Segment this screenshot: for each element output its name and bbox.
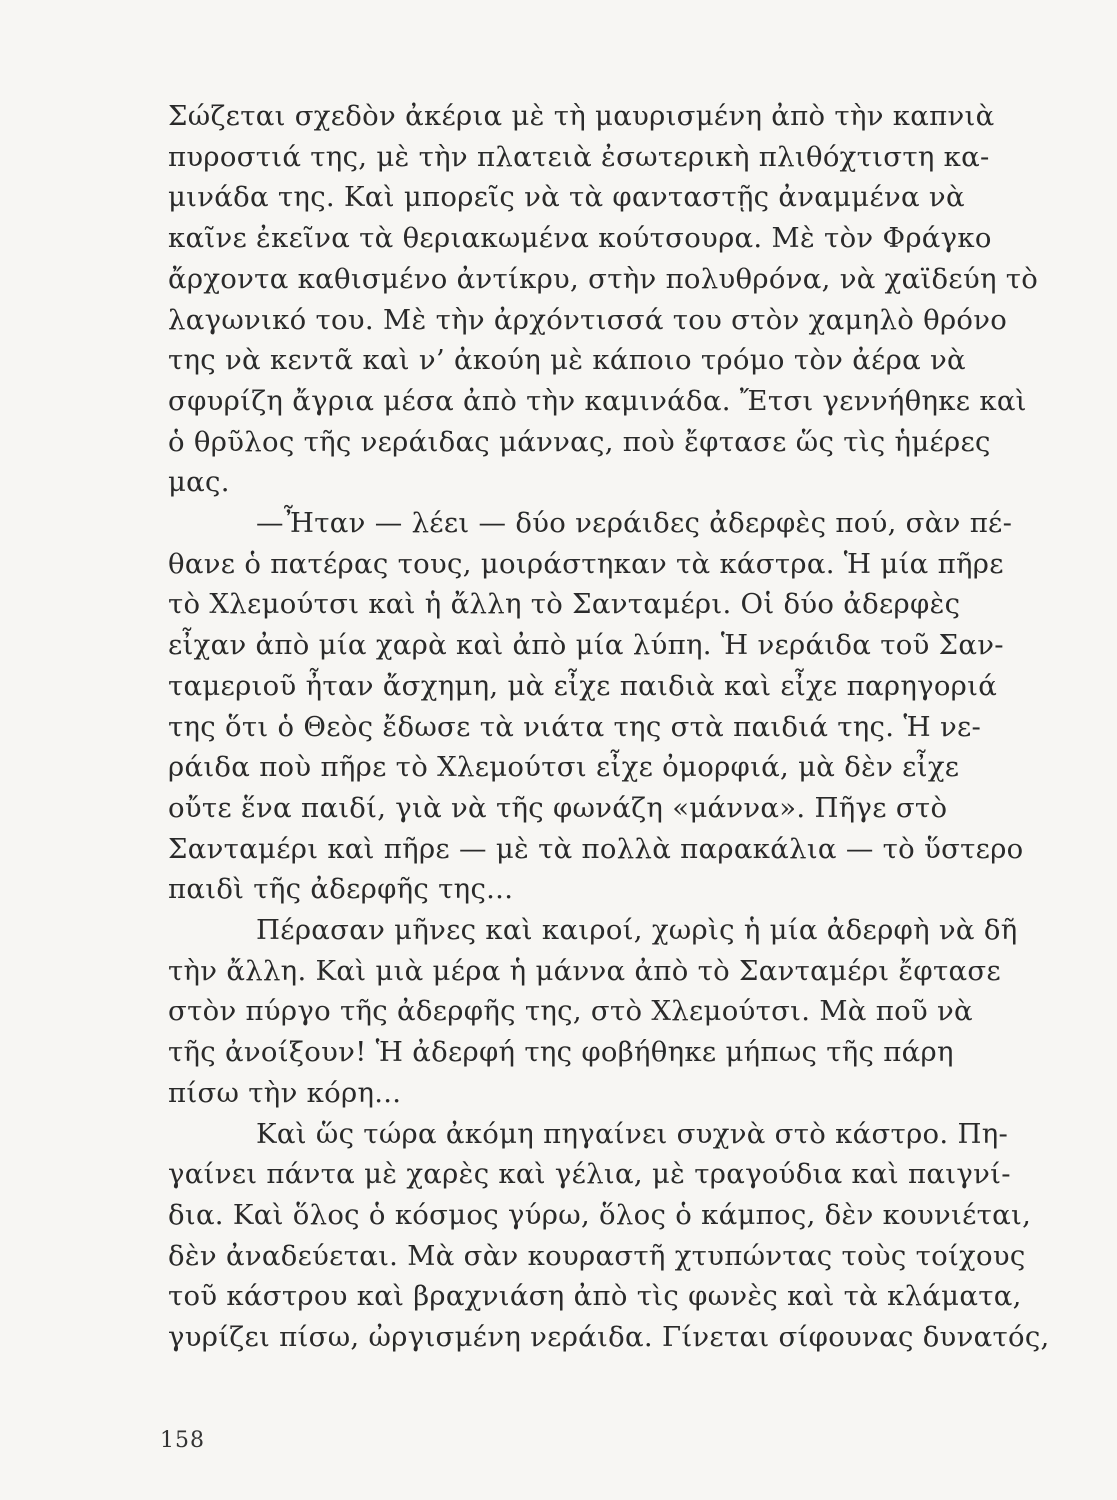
- body-text: [168, 96, 1050, 1358]
- text-line: οὔτε ἕνα παιδί, γιὰ νὰ τῆς φωνάζη «μάννα». Πῆγε στὸ: [168, 791, 948, 824]
- text-line: Σώζεται σχεδὸν ἀκέρια μὲ τὴ μαυρισμένη ἀπὸ τὴν καπνιὰ: [168, 100, 995, 132]
- text-line: μινάδα της. Καὶ μπορεῖς νὰ τὰ φανταστῇς ἀναμμένα νὰ: [168, 181, 965, 214]
- text-line: πίσω τὴν κόρη...: [168, 1076, 402, 1109]
- text-line: λαγωνικό του. Μὲ τὴν ἀρχόντισσά του στὸν χαμηλὸ θρόνο: [168, 303, 1008, 336]
- text-line: Πέρασαν μῆνες καὶ καιροί, χωρὶς ἡ μία ἀδερφὴ νὰ δῆ: [256, 914, 1018, 947]
- text-line: εἶχαν ἀπὸ μία χαρὰ καὶ ἀπὸ μία λύπη. Ἡ νεράιδα τοῦ Σαν-: [168, 629, 1004, 662]
- page-number: 158: [160, 1428, 205, 1453]
- text-line: θανε ὁ πατέρας τους, μοιράστηκαν τὰ κάστρα. Ἡ μία πῆρε: [168, 547, 1004, 580]
- text-line: δὲν ἀναδεύεται. Μὰ σὰν κουραστῆ χτυπώντας τοὺς τοίχους: [168, 1239, 1026, 1272]
- text-line: ράιδα ποὺ πῆρε τὸ Χλεμούτσι εἶχε ὀμορφιά, μὰ δὲν εἶχε: [168, 751, 960, 784]
- text-line: Καὶ ὥς τώρα ἀκόμη πηγαίνει συχνὰ στὸ κάστρο. Πη-: [256, 1117, 1009, 1150]
- text-line: της ὅτι ὁ Θεὸς ἔδωσε τὰ νιάτα της στὰ παιδιά της. Ἡ νε-: [168, 710, 982, 743]
- text-line: γαίνει πάντα μὲ χαρὲς καὶ γέλια, μὲ τραγούδια καὶ παιγνί-: [168, 1158, 1011, 1191]
- text-line: σφυρίζη ἄγρια μέσα ἀπὸ τὴν καμινάδα. Ἔτσι γεννήθηκε καὶ: [168, 384, 1027, 417]
- text-line: δια. Καὶ ὅλος ὁ κόσμος γύρω, ὅλος ὁ κάμπος, δὲν κουνιέται,: [168, 1198, 1032, 1231]
- text-line: —Ἦταν — λέει — δύο νεράιδες ἀδερφὲς πού, σὰν πέ-: [256, 507, 1013, 540]
- text-line: της νὰ κεντᾶ καὶ ν’ ἀκούη μὲ κάποιο τρόμο τὸν ἀέρα νὰ: [168, 344, 966, 377]
- text-line: τὸ Χλεμούτσι καὶ ἡ ἄλλη τὸ Σανταμέρι. Οἱ δύο ἀδερφὲς: [168, 588, 961, 621]
- text-line: Σανταμέρι καὶ πῆρε — μὲ τὰ πολλὰ παρακάλια — τὸ ὕστερο: [168, 832, 1024, 865]
- text-line: τὴν ἄλλη. Καὶ μιὰ μέρα ἡ μάννα ἀπὸ τὸ Σανταμέρι ἔφτασε: [168, 954, 1001, 987]
- text-line: στὸν πύργο τῆς ἀδερφῆς της, στὸ Χλεμούτσι. Μὰ ποῦ νὰ: [168, 995, 973, 1028]
- text-line: ἄρχοντα καθισμένο ἀντίκρυ, στὴν πολυθρόνα, νὰ χαϊδεύη τὸ: [168, 262, 1039, 295]
- text-line: ταμεριοῦ ἦταν ἄσχημη, μὰ εἶχε παιδιὰ καὶ εἶχε παρηγοριά: [168, 669, 998, 702]
- text-line: μας.: [168, 466, 230, 499]
- text-line: τῆς ἀνοίξουν! Ἡ ἀδερφή της φοβήθηκε μήπως τῆς πάρη: [168, 1036, 954, 1069]
- text-line: ὁ θρῦλος τῆς νεράιδας μάννας, ποὺ ἔφτασε ὥς τὶς ἡμέρες: [168, 425, 991, 458]
- text-line: πυροστιά της, μὲ τὴν πλατειὰ ἐσωτερικὴ πλιθόχτιστη κα-: [168, 140, 990, 173]
- text-line: τοῦ κάστρου καὶ βραχνιάση ἀπὸ τὶς φωνὲς καὶ τὰ κλάματα,: [168, 1280, 1022, 1313]
- text-line: καῖνε ἐκεῖνα τὰ θεριακωμένα κούτσουρα. Μὲ τὸν Φράγκο: [168, 222, 992, 255]
- text-line: γυρίζει πίσω, ὠργισμένη νεράιδα. Γίνεται σίφουνας δυνατός,: [168, 1321, 1050, 1354]
- text-line: παιδὶ τῆς ἀδερφῆς της...: [168, 873, 514, 906]
